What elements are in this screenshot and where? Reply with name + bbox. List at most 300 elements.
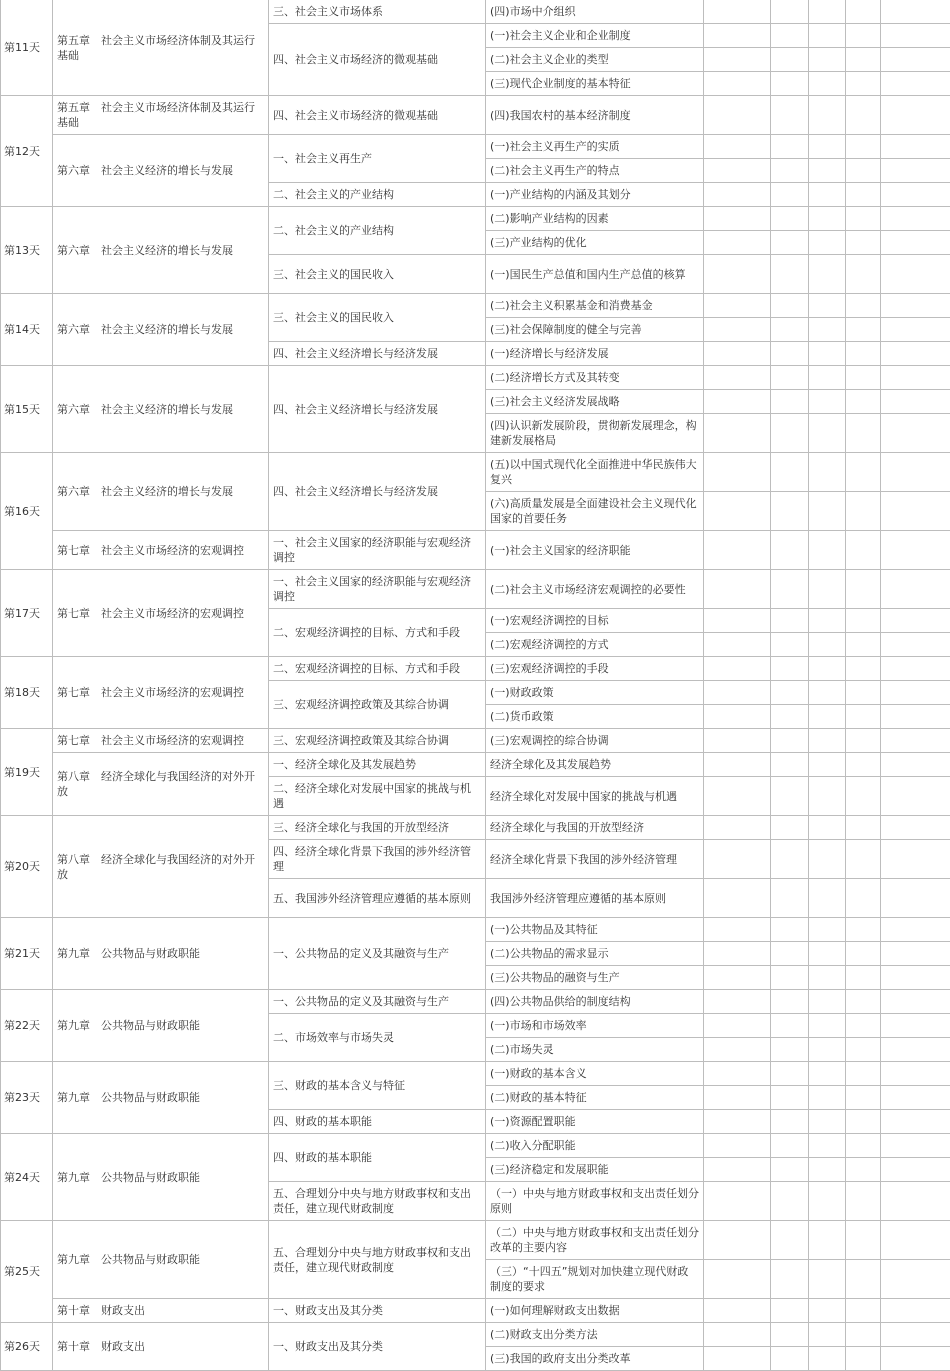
blank-check-cell bbox=[846, 990, 881, 1014]
blank-check-cell bbox=[771, 1347, 809, 1371]
blank-check-cell bbox=[809, 918, 846, 942]
topic-cell: (三)经济稳定和发展职能 bbox=[486, 1158, 704, 1182]
chapter-cell: 第五章 社会主义市场经济体制及其运行基础 bbox=[53, 96, 269, 135]
blank-check-cell bbox=[881, 366, 950, 390]
blank-check-cell bbox=[881, 840, 950, 879]
blank-check-cell bbox=[809, 159, 846, 183]
blank-check-cell bbox=[881, 816, 950, 840]
topic-cell: (一)财政政策 bbox=[486, 681, 704, 705]
chapter-cell: 第九章 公共物品与财政职能 bbox=[53, 918, 269, 990]
topic-cell: (一)社会主义再生产的实质 bbox=[486, 135, 704, 159]
blank-check-cell bbox=[846, 1014, 881, 1038]
chapter-cell: 第八章 经济全球化与我国经济的对外开放 bbox=[53, 816, 269, 918]
blank-check-cell bbox=[881, 0, 950, 24]
blank-check-cell bbox=[881, 1347, 950, 1371]
blank-check-cell bbox=[704, 48, 771, 72]
blank-check-cell bbox=[809, 1323, 846, 1347]
topic-cell: (一)社会主义国家的经济职能 bbox=[486, 531, 704, 570]
blank-check-cell bbox=[704, 918, 771, 942]
blank-check-cell bbox=[809, 705, 846, 729]
section-cell: 五、我国涉外经济管理应遵循的基本原则 bbox=[269, 879, 486, 918]
blank-check-cell bbox=[881, 1260, 950, 1299]
topic-cell: (二)市场失灵 bbox=[486, 1038, 704, 1062]
topic-cell: (六)高质量发展是全面建设社会主义现代化国家的首要任务 bbox=[486, 492, 704, 531]
blank-check-cell bbox=[846, 657, 881, 681]
section-cell: 一、财政支出及其分类 bbox=[269, 1299, 486, 1323]
blank-check-cell bbox=[881, 1062, 950, 1086]
blank-check-cell bbox=[881, 1323, 950, 1347]
section-cell: 三、社会主义市场体系 bbox=[269, 0, 486, 24]
blank-check-cell bbox=[704, 609, 771, 633]
topic-cell: (二)收入分配职能 bbox=[486, 1134, 704, 1158]
section-cell: 三、社会主义的国民收入 bbox=[269, 255, 486, 294]
day-cell: 第26天 bbox=[1, 1323, 53, 1371]
table-row bbox=[1, 657, 950, 681]
blank-check-cell bbox=[704, 816, 771, 840]
topic-cell: (一)市场和市场效率 bbox=[486, 1014, 704, 1038]
topic-cell: (二)货币政策 bbox=[486, 705, 704, 729]
table-row bbox=[1, 570, 950, 609]
section-cell: 二、经济全球化对发展中国家的挑战与机遇 bbox=[269, 777, 486, 816]
section-cell: 二、社会主义的产业结构 bbox=[269, 207, 486, 255]
blank-check-cell bbox=[809, 633, 846, 657]
blank-check-cell bbox=[881, 1134, 950, 1158]
table-row bbox=[1, 366, 950, 390]
blank-check-cell bbox=[704, 231, 771, 255]
chapter-cell: 第十章 财政支出 bbox=[53, 1323, 269, 1371]
section-cell: 四、经济全球化背景下我国的涉外经济管理 bbox=[269, 840, 486, 879]
section-cell: 一、公共物品的定义及其融资与生产 bbox=[269, 990, 486, 1014]
blank-check-cell bbox=[881, 1299, 950, 1323]
blank-check-cell bbox=[846, 1134, 881, 1158]
blank-check-cell bbox=[704, 492, 771, 531]
blank-check-cell bbox=[809, 294, 846, 318]
blank-check-cell bbox=[881, 159, 950, 183]
blank-check-cell bbox=[881, 657, 950, 681]
topic-cell: (一)经济增长与经济发展 bbox=[486, 342, 704, 366]
day-cell: 第11天 bbox=[1, 0, 53, 96]
blank-check-cell bbox=[846, 159, 881, 183]
topic-cell: (二)社会主义市场经济宏观调控的必要性 bbox=[486, 570, 704, 609]
blank-check-cell bbox=[704, 729, 771, 753]
blank-check-cell bbox=[771, 777, 809, 816]
blank-check-cell bbox=[771, 1221, 809, 1260]
table-row bbox=[1, 96, 950, 135]
chapter-cell: 第九章 公共物品与财政职能 bbox=[53, 1221, 269, 1299]
chapter-cell: 第七章 社会主义市场经济的宏观调控 bbox=[53, 531, 269, 570]
blank-check-cell bbox=[881, 342, 950, 366]
blank-check-cell bbox=[771, 840, 809, 879]
section-cell: 四、社会主义市场经济的微观基础 bbox=[269, 24, 486, 96]
blank-check-cell bbox=[846, 729, 881, 753]
blank-check-cell bbox=[881, 879, 950, 918]
topic-cell: (四)市场中介组织 bbox=[486, 0, 704, 24]
blank-check-cell bbox=[881, 1110, 950, 1134]
table-row bbox=[1, 453, 950, 492]
blank-check-cell bbox=[881, 294, 950, 318]
blank-check-cell bbox=[846, 96, 881, 135]
topic-cell: （三）“十四五”规划对加快建立现代财政制度的要求 bbox=[486, 1260, 704, 1299]
blank-check-cell bbox=[771, 1062, 809, 1086]
topic-cell: 经济全球化背景下我国的涉外经济管理 bbox=[486, 840, 704, 879]
topic-cell: (四)我国农村的基本经济制度 bbox=[486, 96, 704, 135]
blank-check-cell bbox=[704, 1110, 771, 1134]
blank-check-cell bbox=[809, 570, 846, 609]
blank-check-cell bbox=[809, 1221, 846, 1260]
section-cell: 一、社会主义再生产 bbox=[269, 135, 486, 183]
topic-cell: (一)资源配置职能 bbox=[486, 1110, 704, 1134]
blank-check-cell bbox=[771, 48, 809, 72]
blank-check-cell bbox=[704, 255, 771, 294]
table-row bbox=[1, 294, 950, 318]
blank-check-cell bbox=[809, 990, 846, 1014]
day-cell: 第25天 bbox=[1, 1221, 53, 1323]
table-row bbox=[1, 990, 950, 1014]
blank-check-cell bbox=[704, 966, 771, 990]
table-row bbox=[1, 531, 950, 570]
topic-cell: (一)宏观经济调控的目标 bbox=[486, 609, 704, 633]
blank-check-cell bbox=[846, 1182, 881, 1221]
section-cell: 二、宏观经济调控的目标、方式和手段 bbox=[269, 657, 486, 681]
topic-cell: (一)如何理解财政支出数据 bbox=[486, 1299, 704, 1323]
blank-check-cell bbox=[881, 990, 950, 1014]
blank-check-cell bbox=[771, 1014, 809, 1038]
blank-check-cell bbox=[881, 1221, 950, 1260]
blank-check-cell bbox=[846, 531, 881, 570]
blank-check-cell bbox=[704, 0, 771, 24]
chapter-cell: 第八章 经济全球化与我国经济的对外开放 bbox=[53, 753, 269, 816]
chapter-cell: 第七章 社会主义市场经济的宏观调控 bbox=[53, 729, 269, 753]
topic-cell: (三)社会主义经济发展战略 bbox=[486, 390, 704, 414]
blank-check-cell bbox=[809, 135, 846, 159]
blank-check-cell bbox=[809, 966, 846, 990]
blank-check-cell bbox=[771, 966, 809, 990]
section-cell: 三、宏观经济调控政策及其综合协调 bbox=[269, 681, 486, 729]
blank-check-cell bbox=[809, 942, 846, 966]
blank-check-cell bbox=[704, 1182, 771, 1221]
topic-cell: 经济全球化与我国的开放型经济 bbox=[486, 816, 704, 840]
section-cell: 四、社会主义经济增长与经济发展 bbox=[269, 342, 486, 366]
blank-check-cell bbox=[846, 183, 881, 207]
section-cell: 三、经济全球化与我国的开放型经济 bbox=[269, 816, 486, 840]
blank-check-cell bbox=[881, 609, 950, 633]
topic-cell: (二)社会主义积累基金和消费基金 bbox=[486, 294, 704, 318]
blank-check-cell bbox=[846, 453, 881, 492]
chapter-cell: 第七章 社会主义市场经济的宏观调控 bbox=[53, 657, 269, 729]
blank-check-cell bbox=[704, 990, 771, 1014]
blank-check-cell bbox=[846, 48, 881, 72]
blank-check-cell bbox=[809, 1014, 846, 1038]
day-cell: 第18天 bbox=[1, 657, 53, 729]
blank-check-cell bbox=[809, 681, 846, 705]
blank-check-cell bbox=[809, 0, 846, 24]
blank-check-cell bbox=[771, 609, 809, 633]
topic-cell: (二)影响产业结构的因素 bbox=[486, 207, 704, 231]
blank-check-cell bbox=[704, 1347, 771, 1371]
blank-check-cell bbox=[771, 633, 809, 657]
blank-check-cell bbox=[881, 414, 950, 453]
blank-check-cell bbox=[809, 342, 846, 366]
blank-check-cell bbox=[771, 1260, 809, 1299]
blank-check-cell bbox=[846, 942, 881, 966]
day-cell: 第22天 bbox=[1, 990, 53, 1062]
blank-check-cell bbox=[846, 24, 881, 48]
blank-check-cell bbox=[809, 96, 846, 135]
blank-check-cell bbox=[846, 207, 881, 231]
blank-check-cell bbox=[704, 183, 771, 207]
chapter-cell: 第六章 社会主义经济的增长与发展 bbox=[53, 135, 269, 207]
blank-check-cell bbox=[704, 453, 771, 492]
blank-check-cell bbox=[809, 609, 846, 633]
blank-check-cell bbox=[809, 492, 846, 531]
topic-cell: （一）中央与地方财政事权和支出责任划分原则 bbox=[486, 1182, 704, 1221]
topic-cell: (二)财政的基本特征 bbox=[486, 1086, 704, 1110]
blank-check-cell bbox=[771, 1158, 809, 1182]
blank-check-cell bbox=[881, 966, 950, 990]
chapter-cell: 第十章 财政支出 bbox=[53, 1299, 269, 1323]
blank-check-cell bbox=[846, 879, 881, 918]
section-cell: 二、宏观经济调控的目标、方式和手段 bbox=[269, 609, 486, 657]
blank-check-cell bbox=[809, 48, 846, 72]
section-cell: 一、经济全球化及其发展趋势 bbox=[269, 753, 486, 777]
topic-cell: (三)宏观经济调控的手段 bbox=[486, 657, 704, 681]
topic-cell: (三)我国的政府支出分类改革 bbox=[486, 1347, 704, 1371]
blank-check-cell bbox=[771, 681, 809, 705]
blank-check-cell bbox=[704, 318, 771, 342]
topic-cell: (一)财政的基本含义 bbox=[486, 1062, 704, 1086]
blank-check-cell bbox=[809, 72, 846, 96]
blank-check-cell bbox=[881, 1086, 950, 1110]
blank-check-cell bbox=[846, 705, 881, 729]
blank-check-cell bbox=[846, 1221, 881, 1260]
schedule-body bbox=[1, 0, 950, 1371]
table-row bbox=[1, 1134, 950, 1158]
blank-check-cell bbox=[771, 1182, 809, 1221]
blank-check-cell bbox=[704, 1221, 771, 1260]
blank-check-cell bbox=[809, 816, 846, 840]
blank-check-cell bbox=[704, 1038, 771, 1062]
blank-check-cell bbox=[809, 414, 846, 453]
blank-check-cell bbox=[771, 390, 809, 414]
blank-check-cell bbox=[881, 777, 950, 816]
blank-check-cell bbox=[846, 633, 881, 657]
blank-check-cell bbox=[809, 183, 846, 207]
blank-check-cell bbox=[771, 255, 809, 294]
blank-check-cell bbox=[771, 453, 809, 492]
topic-cell: (二)经济增长方式及其转变 bbox=[486, 366, 704, 390]
blank-check-cell bbox=[846, 255, 881, 294]
blank-check-cell bbox=[846, 231, 881, 255]
blank-check-cell bbox=[809, 840, 846, 879]
blank-check-cell bbox=[846, 1062, 881, 1086]
topic-cell: (二)社会主义再生产的特点 bbox=[486, 159, 704, 183]
blank-check-cell bbox=[881, 753, 950, 777]
blank-check-cell bbox=[771, 753, 809, 777]
table-row bbox=[1, 0, 950, 24]
blank-check-cell bbox=[771, 492, 809, 531]
table-row bbox=[1, 1323, 950, 1347]
blank-check-cell bbox=[881, 390, 950, 414]
blank-check-cell bbox=[881, 24, 950, 48]
topic-cell: (五)以中国式现代化全面推进中华民族伟大复兴 bbox=[486, 453, 704, 492]
blank-check-cell bbox=[704, 531, 771, 570]
blank-check-cell bbox=[771, 657, 809, 681]
blank-check-cell bbox=[881, 183, 950, 207]
blank-check-cell bbox=[704, 1260, 771, 1299]
blank-check-cell bbox=[846, 492, 881, 531]
blank-check-cell bbox=[809, 1299, 846, 1323]
blank-check-cell bbox=[771, 294, 809, 318]
blank-check-cell bbox=[771, 729, 809, 753]
blank-check-cell bbox=[771, 24, 809, 48]
blank-check-cell bbox=[846, 777, 881, 816]
chapter-cell: 第六章 社会主义经济的增长与发展 bbox=[53, 294, 269, 366]
blank-check-cell bbox=[704, 1134, 771, 1158]
blank-check-cell bbox=[704, 1299, 771, 1323]
blank-check-cell bbox=[846, 390, 881, 414]
blank-check-cell bbox=[809, 1347, 846, 1371]
blank-check-cell bbox=[846, 294, 881, 318]
section-cell: 五、合理划分中央与地方财政事权和支出责任，建立现代财政制度 bbox=[269, 1221, 486, 1299]
blank-check-cell bbox=[881, 231, 950, 255]
topic-cell: (二)公共物品的需求显示 bbox=[486, 942, 704, 966]
chapter-cell: 第六章 社会主义经济的增长与发展 bbox=[53, 207, 269, 294]
blank-check-cell bbox=[846, 1299, 881, 1323]
topic-cell: (一)国民生产总值和国内生产总值的核算 bbox=[486, 255, 704, 294]
blank-check-cell bbox=[771, 1134, 809, 1158]
day-cell: 第15天 bbox=[1, 366, 53, 453]
section-cell: 四、社会主义经济增长与经济发展 bbox=[269, 453, 486, 531]
blank-check-cell bbox=[846, 966, 881, 990]
chapter-cell: 第九章 公共物品与财政职能 bbox=[53, 1062, 269, 1134]
blank-check-cell bbox=[809, 1260, 846, 1299]
blank-check-cell bbox=[809, 1062, 846, 1086]
blank-check-cell bbox=[846, 1158, 881, 1182]
topic-cell: (三)社会保障制度的健全与完善 bbox=[486, 318, 704, 342]
blank-check-cell bbox=[771, 159, 809, 183]
blank-check-cell bbox=[704, 390, 771, 414]
blank-check-cell bbox=[881, 531, 950, 570]
blank-check-cell bbox=[704, 681, 771, 705]
blank-check-cell bbox=[771, 231, 809, 255]
blank-check-cell bbox=[881, 48, 950, 72]
blank-check-cell bbox=[771, 342, 809, 366]
blank-check-cell bbox=[771, 531, 809, 570]
blank-check-cell bbox=[809, 1134, 846, 1158]
section-cell: 四、社会主义经济增长与经济发展 bbox=[269, 366, 486, 453]
blank-check-cell bbox=[704, 840, 771, 879]
section-cell: 三、社会主义的国民收入 bbox=[269, 294, 486, 342]
blank-check-cell bbox=[881, 705, 950, 729]
blank-check-cell bbox=[771, 96, 809, 135]
blank-check-cell bbox=[771, 918, 809, 942]
blank-check-cell bbox=[809, 231, 846, 255]
blank-check-cell bbox=[771, 879, 809, 918]
topic-cell: (三)产业结构的优化 bbox=[486, 231, 704, 255]
chapter-cell: 第六章 社会主义经济的增长与发展 bbox=[53, 366, 269, 453]
blank-check-cell bbox=[809, 1086, 846, 1110]
blank-check-cell bbox=[846, 1323, 881, 1347]
blank-check-cell bbox=[809, 390, 846, 414]
blank-check-cell bbox=[881, 318, 950, 342]
blank-check-cell bbox=[881, 570, 950, 609]
day-cell: 第12天 bbox=[1, 96, 53, 207]
section-cell: 一、社会主义国家的经济职能与宏观经济调控 bbox=[269, 531, 486, 570]
blank-check-cell bbox=[846, 1110, 881, 1134]
section-cell: 四、财政的基本职能 bbox=[269, 1110, 486, 1134]
blank-check-cell bbox=[704, 1323, 771, 1347]
section-cell: 二、社会主义的产业结构 bbox=[269, 183, 486, 207]
blank-check-cell bbox=[881, 453, 950, 492]
blank-check-cell bbox=[771, 318, 809, 342]
blank-check-cell bbox=[771, 1038, 809, 1062]
blank-check-cell bbox=[809, 207, 846, 231]
blank-check-cell bbox=[881, 681, 950, 705]
topic-cell: 经济全球化对发展中国家的挑战与机遇 bbox=[486, 777, 704, 816]
blank-check-cell bbox=[846, 342, 881, 366]
blank-check-cell bbox=[846, 366, 881, 390]
blank-check-cell bbox=[809, 24, 846, 48]
blank-check-cell bbox=[881, 942, 950, 966]
topic-cell: (二)社会主义企业的类型 bbox=[486, 48, 704, 72]
section-cell: 一、社会主义国家的经济职能与宏观经济调控 bbox=[269, 570, 486, 609]
blank-check-cell bbox=[704, 1062, 771, 1086]
blank-check-cell bbox=[771, 1110, 809, 1134]
topic-cell: （二）中央与地方财政事权和支出责任划分改革的主要内容 bbox=[486, 1221, 704, 1260]
section-cell: 五、合理划分中央与地方财政事权和支出责任，建立现代财政制度 bbox=[269, 1182, 486, 1221]
blank-check-cell bbox=[846, 318, 881, 342]
blank-check-cell bbox=[846, 0, 881, 24]
blank-check-cell bbox=[704, 1086, 771, 1110]
blank-check-cell bbox=[881, 207, 950, 231]
blank-check-cell bbox=[771, 705, 809, 729]
blank-check-cell bbox=[704, 705, 771, 729]
blank-check-cell bbox=[846, 1260, 881, 1299]
blank-check-cell bbox=[809, 255, 846, 294]
topic-cell: (三)公共物品的融资与生产 bbox=[486, 966, 704, 990]
day-cell: 第14天 bbox=[1, 294, 53, 366]
blank-check-cell bbox=[846, 840, 881, 879]
blank-check-cell bbox=[771, 366, 809, 390]
section-cell: 三、财政的基本含义与特征 bbox=[269, 1062, 486, 1110]
blank-check-cell bbox=[809, 318, 846, 342]
section-cell: 四、财政的基本职能 bbox=[269, 1134, 486, 1182]
blank-check-cell bbox=[704, 657, 771, 681]
blank-check-cell bbox=[846, 1038, 881, 1062]
blank-check-cell bbox=[771, 0, 809, 24]
table-row bbox=[1, 1062, 950, 1086]
blank-check-cell bbox=[881, 729, 950, 753]
day-cell: 第21天 bbox=[1, 918, 53, 990]
blank-check-cell bbox=[704, 96, 771, 135]
blank-check-cell bbox=[846, 609, 881, 633]
day-cell: 第13天 bbox=[1, 207, 53, 294]
blank-check-cell bbox=[771, 183, 809, 207]
blank-check-cell bbox=[704, 942, 771, 966]
blank-check-cell bbox=[704, 570, 771, 609]
blank-check-cell bbox=[771, 1299, 809, 1323]
blank-check-cell bbox=[771, 414, 809, 453]
blank-check-cell bbox=[881, 135, 950, 159]
table-row bbox=[1, 729, 950, 753]
day-cell: 第16天 bbox=[1, 453, 53, 570]
blank-check-cell bbox=[704, 366, 771, 390]
section-cell: 一、公共物品的定义及其融资与生产 bbox=[269, 918, 486, 990]
blank-check-cell bbox=[881, 1038, 950, 1062]
topic-cell: (二)财政支出分类方法 bbox=[486, 1323, 704, 1347]
topic-cell: (三)现代企业制度的基本特征 bbox=[486, 72, 704, 96]
day-cell: 第23天 bbox=[1, 1062, 53, 1134]
